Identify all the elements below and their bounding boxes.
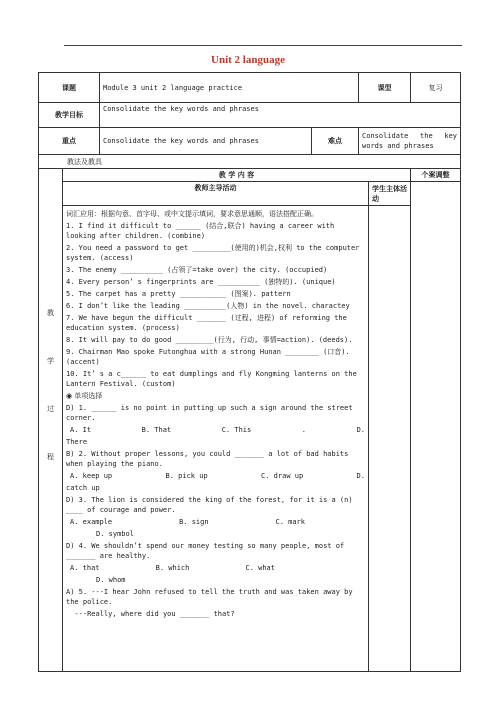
q4-tail: D. whom	[96, 576, 126, 584]
line-8: 8. It will pay to do good _________(行为, 行动, 事情=action). (deeds).	[66, 336, 353, 344]
line-1: 1. I find it difficult to ______ (结合,联合) having a career with looking after children. (combine)	[66, 222, 339, 240]
question-5b: ---Really, where did you _______ that?	[66, 610, 235, 618]
type-value: 复习	[411, 73, 461, 103]
page-title: Unit 2 language	[211, 54, 285, 66]
goal-value: Consolidate the key words and phrases	[100, 103, 461, 128]
q1-opt-dot: .	[301, 426, 307, 434]
header-rule	[64, 45, 462, 46]
question-5: A) 5. ---I hear John refused to tell the truth and was taken away by the police.	[66, 588, 357, 606]
q4-opt-b: B. which	[155, 564, 190, 572]
focus-label: 重点	[39, 128, 100, 155]
side-char-4: 程	[47, 453, 54, 461]
difficulty-value: Consolidate the key words and phrases	[359, 128, 461, 155]
line-3: 3. The enemy __________ (占领了=take over) the city. (occupied)	[66, 266, 328, 274]
question-4: D) 4. We shouldn’t spend our money testing so many people, most of _______ are healthy.	[66, 542, 349, 560]
line-9: 9. Chairman Mao spoke Futonghua with a strong Hunan ________ (口音). (accent)	[66, 348, 354, 366]
adjust-cell	[411, 182, 461, 672]
adjust-header: 个案调整	[411, 169, 461, 182]
q1-opt-b: B. That	[141, 426, 172, 434]
line-0: 词汇应用：根据句意、首字母、或中文提示填词，要求意思通顺，语法搭配正确。	[66, 210, 318, 218]
teacher-content	[63, 206, 369, 672]
line-7: 7. We have begun the difficult _______ (过程, 进程) of reforming the education system. (process)	[66, 314, 352, 332]
line-5: 5. The carpet has a pretty ___________ (图案). pattern	[66, 290, 291, 298]
q3-opt-c: C. mark	[275, 518, 305, 526]
q2-opt-a: A. keep up	[70, 472, 113, 480]
teacher-header: 教师主导活动	[63, 182, 369, 206]
line-6: 6. I don’t like the leading __________(人物) in the novel. charactey	[66, 302, 350, 310]
q1-opt-a: A. It	[70, 426, 92, 434]
method-label: 教法及教具	[39, 155, 461, 169]
difficulty-label: 难点	[312, 128, 359, 155]
q3-tail: D. symbol	[96, 530, 134, 538]
line-4: 4. Every person’ s fingerprints are __________ (独特的). (unique)	[66, 278, 336, 286]
focus-value: Consolidate the key words and phrases	[100, 128, 312, 155]
q4-options	[66, 563, 365, 573]
question-2: B) 2. Without proper lessons, you could _______ a lot of bad habits when playing the piano.	[66, 450, 353, 468]
q2-tail: catch up	[66, 484, 100, 492]
q3-options	[66, 517, 365, 527]
course-value: Module 3 unit 2 language practice	[100, 73, 359, 103]
q4-opt-c: C. what	[245, 564, 275, 572]
content-header: 教 学 内 容	[63, 169, 411, 182]
course-label: 课题	[39, 73, 100, 103]
q3-opt-b: B. sign	[179, 518, 209, 526]
q3-opt-a: A. example	[70, 518, 113, 526]
q1-opt-c: C. This	[221, 426, 252, 434]
q2-opt-b: B. pick up	[165, 472, 208, 480]
q2-options	[66, 471, 365, 481]
student-header: 学生主体活动	[369, 182, 411, 206]
side-char-2: 学	[47, 357, 54, 365]
lesson-plan-table	[38, 72, 461, 672]
type-label: 课型	[359, 73, 411, 103]
q2-opt-d: D.	[356, 472, 365, 480]
line-10: 10. It’ s a c______ to eat dumplings and fly Kongming lanterns on the Lantern Festival. (custom)	[66, 370, 362, 388]
q1-opt-d: D.	[356, 426, 366, 434]
student-content	[369, 206, 411, 672]
q4-opt-a: A. that	[70, 564, 100, 572]
side-char-1: 教	[47, 309, 54, 317]
goal-label: 教学目标	[39, 103, 100, 128]
side-char-3: 过	[47, 405, 54, 413]
line-2: 2. You need a password to get _________(使用的)机会,权利 to the computer system. (access)	[66, 244, 364, 262]
q2-opt-c: C. draw up	[261, 472, 304, 480]
question-3: D) 3. The lion is considered the king of the forest, for it is a (n) ____ of courage and power.	[66, 496, 357, 514]
q1-tail: There	[66, 438, 88, 446]
side-column	[39, 169, 63, 672]
question-1: D) 1. ______ is no point in putting up such a sign around the street corner.	[66, 404, 357, 422]
q1-options	[66, 425, 365, 435]
line-11: ◉ 单项选择	[66, 392, 103, 400]
